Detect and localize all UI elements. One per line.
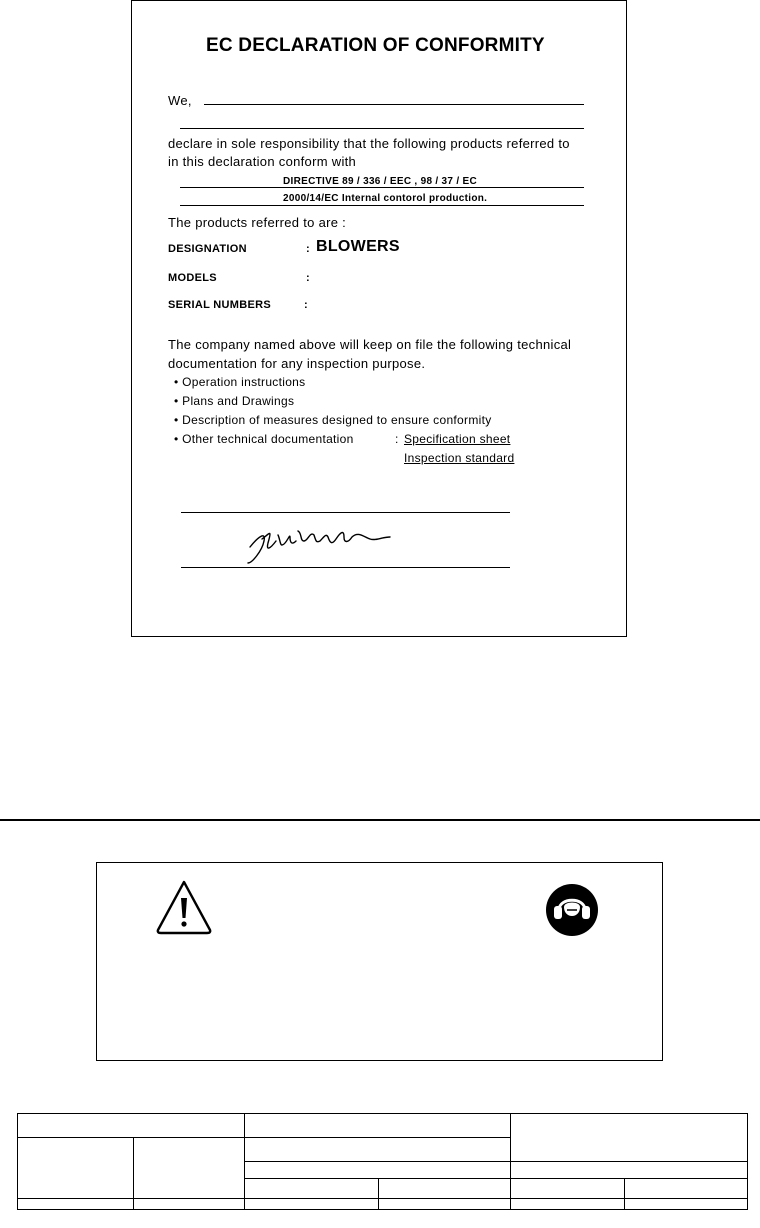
- table-cell: [133, 1198, 245, 1210]
- table-cell: [244, 1113, 511, 1138]
- company-text-1: The company named above will keep on file the following technical: [168, 337, 572, 352]
- other-doc-colon: :: [395, 432, 399, 446]
- company-text-2: documentation for any inspection purpose.: [168, 356, 426, 371]
- table-cell: [378, 1198, 511, 1210]
- table-cell: [510, 1161, 748, 1179]
- warning-box: [96, 862, 663, 1061]
- table-cell: [133, 1137, 245, 1199]
- table-cell: [510, 1198, 625, 1210]
- table-cell: [244, 1161, 511, 1179]
- declaration-title: EC DECLARATION OF CONFORMITY: [206, 35, 545, 56]
- warning-triangle-icon: [154, 878, 214, 936]
- models-label: MODELS: [168, 272, 217, 284]
- designation-colon: :: [306, 243, 310, 255]
- table-cell: [510, 1178, 625, 1199]
- products-intro: The products referred to are :: [168, 215, 347, 230]
- bullet-plans-drawings: • Plans and Drawings: [174, 394, 295, 408]
- models-colon: :: [306, 272, 310, 284]
- page-separator: [0, 819, 760, 821]
- bullet-other-documentation: • Other technical documentation: [174, 432, 354, 446]
- table-cell: [17, 1113, 245, 1138]
- table-cell: [17, 1198, 134, 1210]
- spec-table: [17, 1113, 748, 1210]
- signature-line-bottom: [181, 567, 510, 568]
- serial-colon: :: [304, 299, 308, 311]
- serial-label: SERIAL NUMBERS: [168, 299, 272, 311]
- directive-text-2: 2000/14/EC Internal contorol production.: [283, 193, 488, 204]
- table-cell: [510, 1113, 748, 1162]
- declare-text-2: in this declaration conform with: [168, 154, 357, 169]
- designation-label: DESIGNATION: [168, 243, 247, 255]
- signature-image: [240, 519, 400, 567]
- bullet-description-measures: • Description of measures designed to ensure conformity: [174, 413, 492, 427]
- we-line: [204, 104, 584, 105]
- directive-line-2: [180, 205, 584, 206]
- inspection-standard-text: Inspection standard: [404, 451, 515, 465]
- table-cell: [624, 1198, 748, 1210]
- table-cell: [17, 1137, 134, 1199]
- company-address-line: [180, 128, 584, 129]
- table-cell: [244, 1178, 379, 1199]
- directive-line-1: [180, 187, 584, 188]
- ear-protection-icon: [545, 883, 599, 937]
- directive-text-1: DIRECTIVE 89 / 336 / EEC , 98 / 37 / EC: [283, 176, 477, 187]
- we-label: We,: [168, 93, 192, 108]
- table-cell: [624, 1178, 748, 1199]
- designation-value: BLOWERS: [316, 238, 400, 255]
- signature-line-top: [181, 512, 510, 513]
- bullet-operation-instructions: • Operation instructions: [174, 375, 306, 389]
- declaration-box: [131, 0, 627, 637]
- spec-sheet-text: Specification sheet: [404, 432, 511, 446]
- table-cell: [378, 1178, 511, 1199]
- declare-text-1: declare in sole responsibility that the following products referred to: [168, 136, 570, 151]
- table-cell: [244, 1137, 511, 1162]
- table-cell: [244, 1198, 379, 1210]
